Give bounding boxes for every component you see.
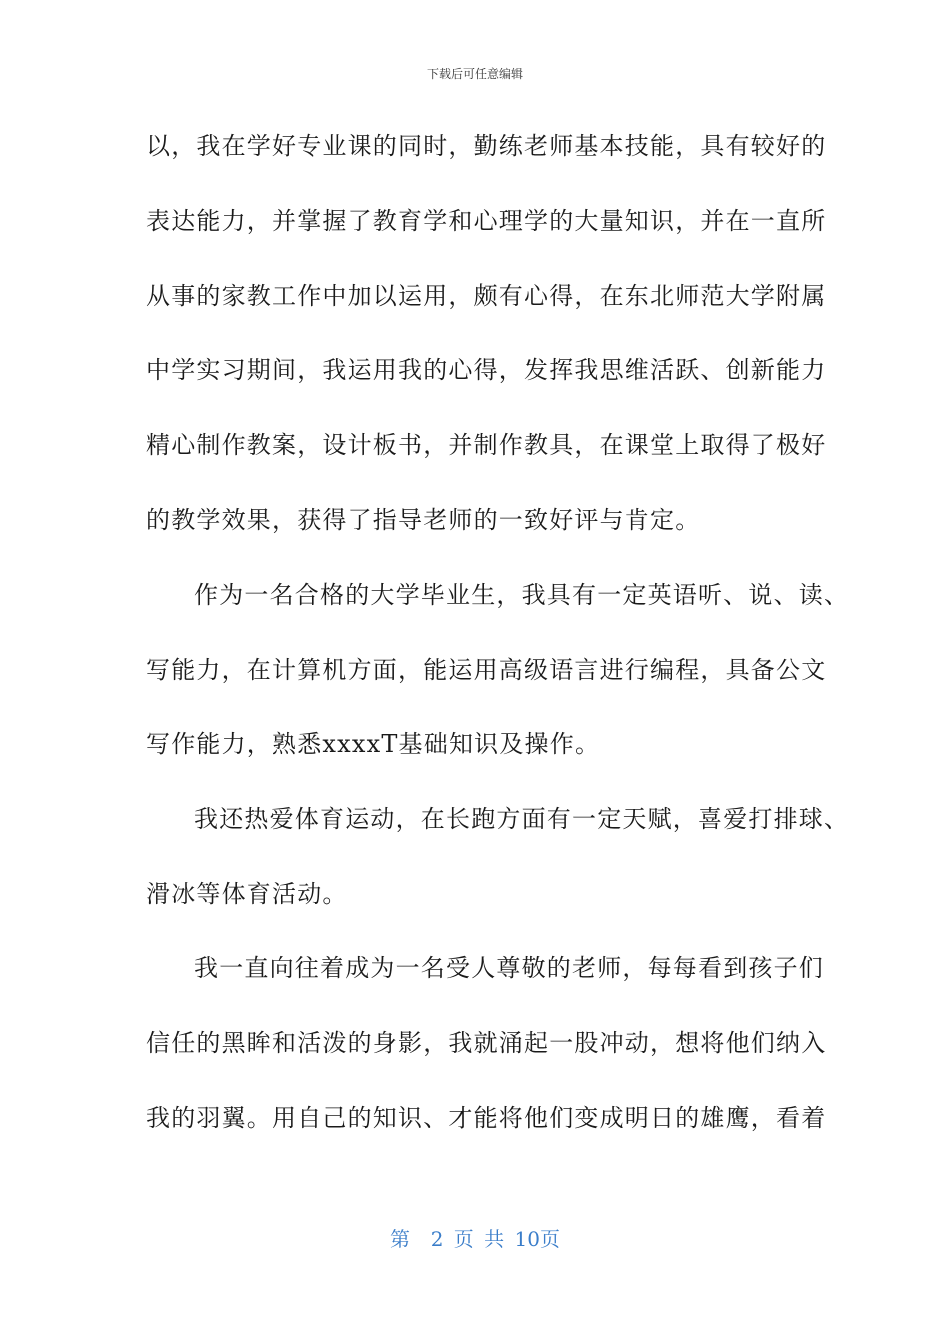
body-line-9: 写作能力，熟悉xxxxT基础知识及操作。: [146, 730, 601, 758]
body-line-5: 精心制作教案，设计板书，并制作教具，在课堂上取得了极好: [146, 431, 827, 459]
body-line-10: 我还热爱体育运动，在长跑方面有一定天赋，喜爱打排球、: [194, 805, 850, 833]
page-number: 第 2 页 共 10页: [390, 1227, 560, 1251]
body-line-12: 我一直向往着成为一名受人尊敬的老师，每每看到孩子们: [194, 954, 824, 982]
body-line-14: 我的羽翼。用自己的知识、才能将他们变成明日的雄鹰，看着: [146, 1104, 827, 1132]
body-line-2: 表达能力，并掌握了教育学和心理学的大量知识，并在一直所: [146, 207, 827, 235]
body-line-7: 作为一名合格的大学毕业生，我具有一定英语听、说、读、: [194, 581, 850, 609]
body-line-4: 中学实习期间，我运用我的心得，发挥我思维活跃、创新能力: [146, 356, 827, 384]
page-header: 下载后可任意编辑: [426, 67, 523, 81]
body-line-1: 以，我在学好专业课的同时，勤练老师基本技能，具有较好的: [146, 132, 827, 160]
body-line-11: 滑冰等体育活动。: [146, 880, 348, 908]
body-line-3: 从事的家教工作中加以运用，颇有心得，在东北师范大学附属: [146, 282, 827, 310]
body-line-13: 信任的黑眸和活泼的身影，我就涌起一股冲动，想将他们纳入: [146, 1029, 827, 1057]
body-line-6: 的教学效果，获得了指导老师的一致好评与肯定。: [146, 506, 701, 534]
body-line-8: 写能力，在计算机方面，能运用高级语言进行编程，具备公文: [146, 656, 827, 684]
